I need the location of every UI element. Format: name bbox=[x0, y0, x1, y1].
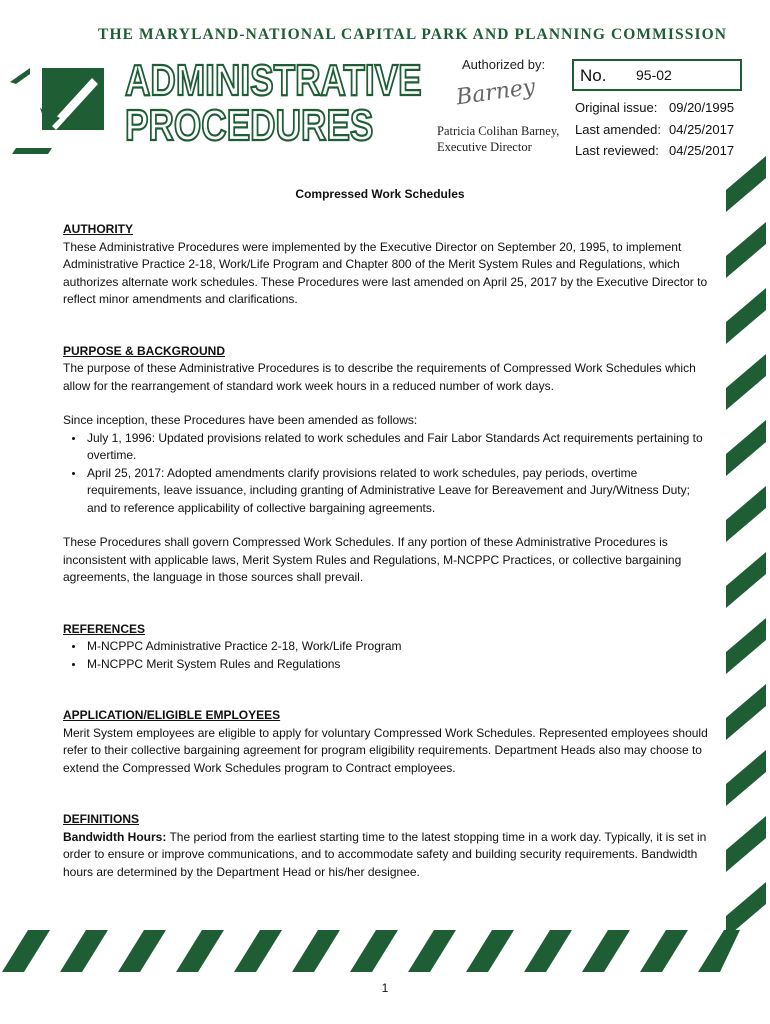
document-body bbox=[63, 221, 711, 881]
list-item: • July 1, 1996: Updated provisions related to work schedules and Fair Labor Standards Act requirements pertaining to overtime. bbox=[85, 430, 711, 465]
authorizer-title: Executive Director bbox=[437, 140, 532, 154]
signature: Barney bbox=[454, 74, 537, 111]
title-procedures: PROCEDURES bbox=[125, 101, 374, 150]
last-amended-label: Last amended: bbox=[575, 122, 662, 137]
last-amended-row bbox=[575, 122, 734, 137]
purpose-text: The purpose of these Administrative Procedures is to describe the requirements of Compressed Work Schedules which allow for the rearrangement of standard work week hours in a reduced number of work days. bbox=[63, 361, 696, 393]
document-title: Compressed Work Schedules bbox=[295, 187, 465, 201]
list-item: • April 25, 2017: Adopted amendments clarify provisions related to work schedules, pay periods, overtime requirements, leave issuance, including granting of Administrative Leave for Bereavement and Jury/Witness Duty; and to reference applicability of collective bargaining agreements. bbox=[85, 465, 711, 518]
page-number: 1 bbox=[381, 981, 389, 995]
authorized-by-label: Authorized by: bbox=[462, 57, 546, 72]
procedure-number-label: No. bbox=[580, 66, 607, 85]
original-issue-value: 09/20/1995 bbox=[669, 100, 735, 115]
commission-name: THE MARYLAND-NATIONAL CAPITAL PARK AND PLANNING COMMISSION bbox=[98, 26, 728, 43]
right-stripe-group bbox=[726, 156, 766, 938]
purpose-heading: PURPOSE & BACKGROUND bbox=[63, 343, 226, 358]
last-reviewed-row bbox=[575, 143, 734, 158]
authority-text: These Administrative Procedures were implemented by the Executive Director on September 20, 1995, to implement Administrative Practice 2-18, Work/Life Program and Chapter 800 of the Merit System Rules and Regulations, which authorizes alternate work schedules. These Procedures were last amended on April 25, 2017 by the Executive Director to reflect minor amendments and clarifications. bbox=[63, 239, 708, 306]
authorizer-name: Patricia Colihan Barney, bbox=[437, 124, 560, 138]
mncppc-logo bbox=[0, 60, 110, 160]
last-reviewed-label: Last reviewed: bbox=[575, 143, 659, 158]
application-heading: APPLICATION/ELIGIBLE EMPLOYEES bbox=[63, 708, 281, 722]
list-item: • M-NCPPC Merit System Rules and Regulations bbox=[85, 656, 711, 674]
title-administrative: ADMINISTRATIVE bbox=[125, 56, 422, 105]
governance-text: These Procedures shall govern Compressed Work Schedules. If any portion of these Administrative Procedures is inconsistent with applicable laws, Merit System Rules and Regulations, M-NCPPC Practices, or collective bargaining agreements, the language in those sources shall prevail. bbox=[63, 535, 682, 584]
authority-heading: AUTHORITY bbox=[63, 222, 133, 236]
bottom-stripe-border bbox=[0, 928, 770, 976]
definition-term: Bandwidth Hours: bbox=[63, 829, 167, 844]
last-amended-value: 04/25/2017 bbox=[669, 122, 735, 137]
list-item: • M-NCPPC Administrative Practice 2-18, Work/Life Program bbox=[85, 638, 711, 656]
original-issue-row bbox=[575, 100, 734, 115]
references-heading: REFERENCES bbox=[63, 621, 146, 636]
definition-text: The period from the earliest starting time to the latest stopping time in a work day. Typically, it is set in order to ensure or improve communications, and to accommodate safety and building security requirements. Bandwidth hours are determined by the Department Head or his/her designee. bbox=[63, 829, 707, 879]
logo-corner-stroke bbox=[10, 68, 30, 84]
logo-bottom-stroke bbox=[12, 148, 52, 154]
bottom-stripe-group bbox=[2, 930, 740, 972]
references-list bbox=[63, 638, 711, 673]
amendments-intro: Since inception, these Procedures have been amended as follows: bbox=[63, 413, 418, 427]
amendments-list bbox=[63, 430, 711, 518]
definitions-heading: DEFINITIONS bbox=[63, 812, 140, 826]
procedure-number-box bbox=[572, 59, 742, 91]
application-text: Merit System employees are eligible to apply for voluntary Compressed Work Schedules. Represented employees should refer to their collective bargaining agreement for program eligibility requirements. Department Heads also may choose to extend the Compressed Work Schedules program to Contract employees. bbox=[63, 725, 708, 775]
original-issue-label: Original issue: bbox=[575, 100, 658, 115]
right-stripe-border bbox=[722, 156, 770, 956]
procedure-number-value: 95-02 bbox=[636, 67, 672, 83]
definition-bandwidth bbox=[63, 829, 711, 882]
last-reviewed-value: 04/25/2017 bbox=[669, 143, 735, 158]
